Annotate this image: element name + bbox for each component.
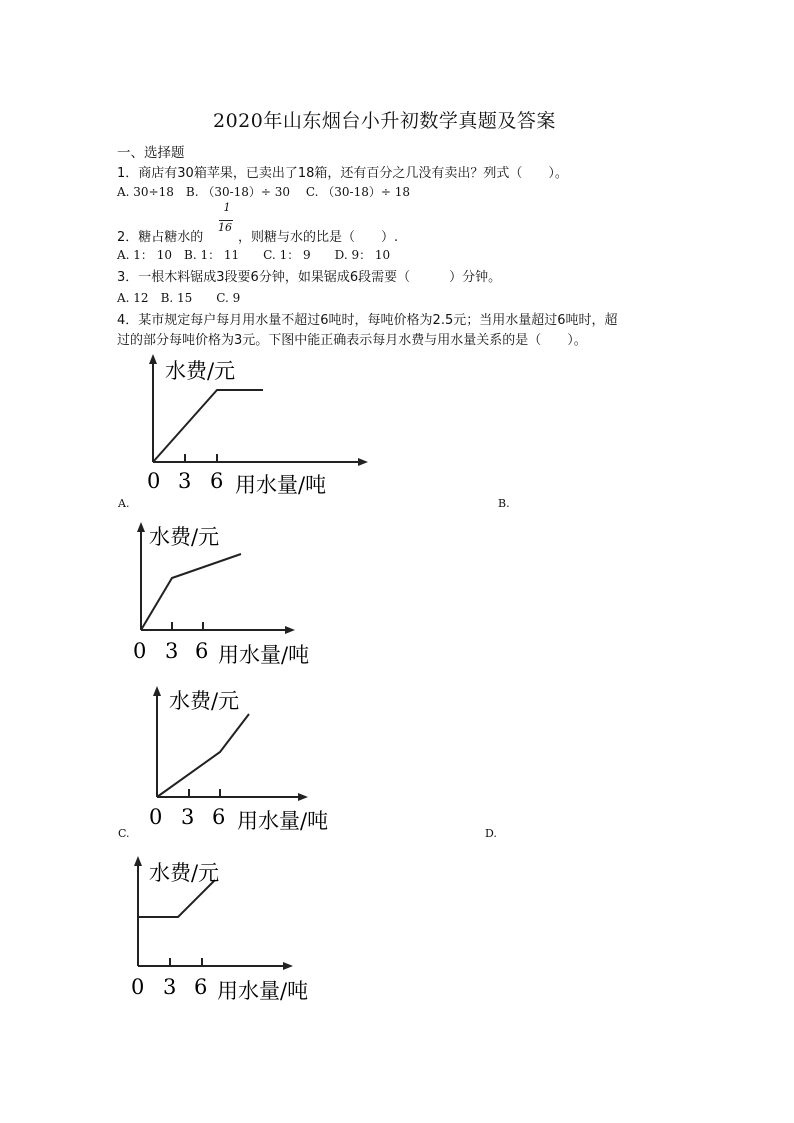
question-4-line-1: 4．某市规定每户每月用水量不超过6吨时，每吨价格为2.5元；当用水量超过6吨时，超: [117, 313, 618, 328]
graph-d-xlabel: 用水量/吨: [217, 979, 309, 1003]
option-c-label: C.: [118, 827, 130, 840]
graph-c-tick-3: 3: [181, 805, 195, 829]
graph-d-tick-3: 3: [163, 975, 177, 999]
graph-a: [125, 350, 370, 500]
question-2-options: A. 1： 10 B. 1： 11 C. 1： 9 D. 9： 10: [117, 248, 391, 262]
graph-a-ylabel: 水费/元: [165, 359, 236, 383]
option-b-label: B.: [498, 497, 510, 510]
graph-b: [115, 512, 360, 670]
question-3-options: A. 12 B. 15 C. 9: [117, 291, 241, 305]
question-2-prefix: 2．糖占糖水的: [117, 230, 204, 245]
option-d-label: D.: [485, 827, 497, 840]
graph-c-xlabel: 用水量/吨: [237, 809, 329, 833]
graph-d-tick-6: 6: [194, 975, 208, 999]
fraction-numerator: 1: [223, 201, 231, 214]
graph-a-xlabel: 用水量/吨: [235, 473, 327, 497]
graph-b-tick-3: 3: [165, 639, 179, 663]
graph-a-tick-0: 0: [147, 469, 161, 493]
graph-c-tick-0: 0: [149, 805, 163, 829]
graph-c-tick-6: 6: [212, 805, 226, 829]
graph-d-ylabel: 水费/元: [149, 861, 220, 885]
graph-b-tick-6: 6: [195, 639, 209, 663]
graph-d: [115, 850, 360, 1008]
question-3: 3．一根木料锯成3段要6分钟，如果锯成6段需要（ ）分钟。: [117, 270, 502, 285]
graph-c-ylabel: 水费/元: [169, 689, 240, 713]
question-2-suffix: ，则糖与水的比是（ ）.: [238, 230, 399, 245]
question-4-line-2: 过的部分每吨价格为3元。下图中能正确表示每月水费与用水量关系的是（ ）。: [117, 333, 587, 348]
graph-b-xlabel: 用水量/吨: [218, 643, 310, 667]
section-heading: 一、选择题: [117, 145, 185, 161]
graph-b-ylabel: 水费/元: [149, 525, 220, 549]
graph-c: [125, 680, 370, 838]
fraction-denominator: 16: [218, 221, 232, 234]
graph-a-tick-3: 3: [178, 469, 192, 493]
graph-d-tick-0: 0: [131, 975, 145, 999]
question-1-options: A. 30÷18 B. （30-18）÷ 30 C. （30-18）÷ 18: [117, 185, 410, 199]
page-title: 2020年山东烟台小升初数学真题及答案: [213, 110, 556, 132]
question-1: 1．商店有30箱苹果，已卖出了18箱，还有百分之几没有卖出？列式（ ）。: [117, 166, 568, 181]
graph-b-tick-0: 0: [133, 639, 147, 663]
graph-a-tick-6: 6: [210, 469, 224, 493]
option-a-label: A.: [118, 497, 130, 510]
